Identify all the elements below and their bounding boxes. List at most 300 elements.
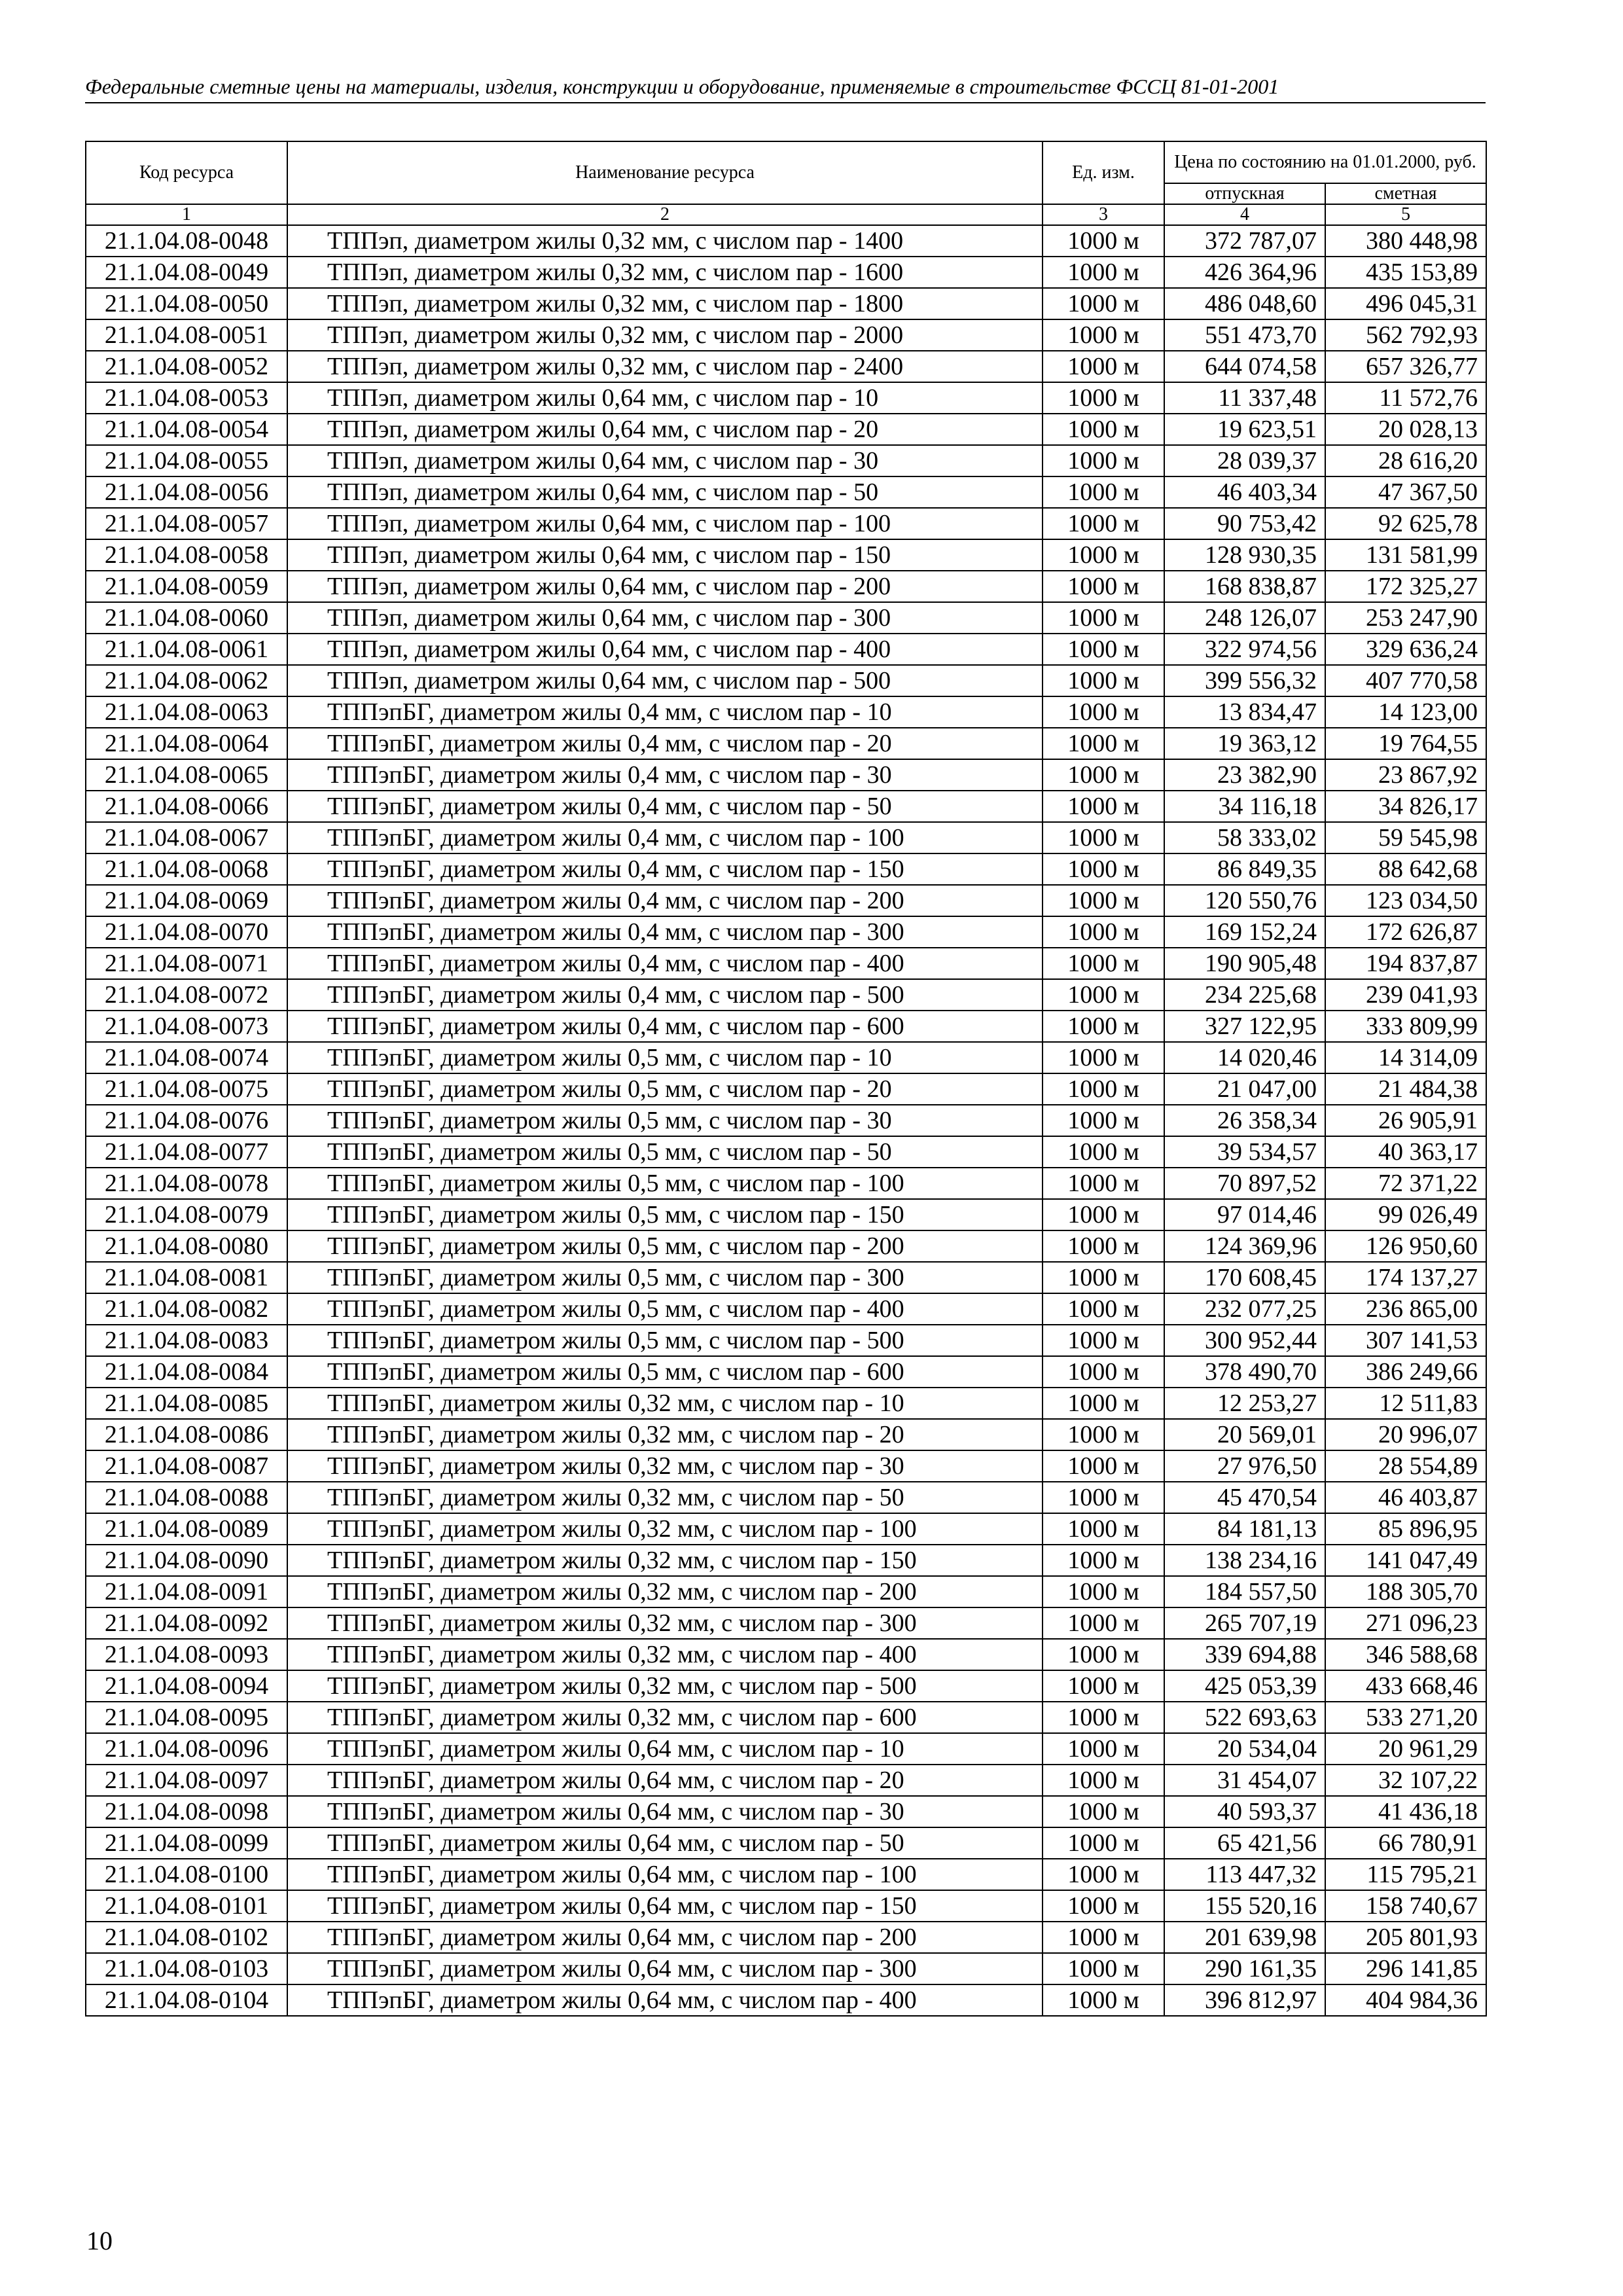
cell-release-price: 120 550,76 <box>1164 885 1325 916</box>
cell-name: ТППэпБГ, диаметром жилы 0,4 мм, с числом пар - 150 <box>287 853 1043 885</box>
cell-code: 21.1.04.08-0051 <box>86 319 287 351</box>
cell-code: 21.1.04.08-0054 <box>86 414 287 445</box>
cell-estimate-price: 172 325,27 <box>1325 571 1486 602</box>
cell-release-price: 12 253,27 <box>1164 1388 1325 1419</box>
cell-code: 21.1.04.08-0100 <box>86 1859 287 1890</box>
cell-name: ТППэпБГ, диаметром жилы 0,4 мм, с числом пар - 10 <box>287 696 1043 728</box>
cell-unit: 1000 м <box>1043 1765 1164 1796</box>
table-row <box>86 1702 1486 1733</box>
cell-unit: 1000 м <box>1043 1230 1164 1262</box>
cell-code: 21.1.04.08-0098 <box>86 1796 287 1827</box>
cell-unit: 1000 м <box>1043 1796 1164 1827</box>
cell-name: ТППэпБГ, диаметром жилы 0,5 мм, с числом пар - 150 <box>287 1199 1043 1230</box>
cell-code: 21.1.04.08-0087 <box>86 1450 287 1482</box>
cell-name: ТППэпБГ, диаметром жилы 0,64 мм, с числом пар - 400 <box>287 1984 1043 2016</box>
cell-unit: 1000 м <box>1043 1702 1164 1733</box>
table-row <box>86 414 1486 445</box>
cell-release-price: 70 897,52 <box>1164 1168 1325 1199</box>
table-row <box>86 1545 1486 1576</box>
cell-code: 21.1.04.08-0072 <box>86 979 287 1011</box>
cell-estimate-price: 72 371,22 <box>1325 1168 1486 1199</box>
cell-release-price: 486 048,60 <box>1164 288 1325 319</box>
cell-estimate-price: 88 642,68 <box>1325 853 1486 885</box>
cell-code: 21.1.04.08-0067 <box>86 822 287 853</box>
cell-unit: 1000 м <box>1043 225 1164 257</box>
cell-name: ТППэпБГ, диаметром жилы 0,64 мм, с числом пар - 300 <box>287 1953 1043 1984</box>
cell-release-price: 184 557,50 <box>1164 1576 1325 1607</box>
running-header: Федеральные сметные цены на материалы, изделия, конструкции и оборудование, применяемые в строительстве ФССЦ 81-01-2001 <box>85 73 1486 103</box>
cell-unit: 1000 м <box>1043 1984 1164 2016</box>
cell-estimate-price: 307 141,53 <box>1325 1325 1486 1356</box>
cell-code: 21.1.04.08-0057 <box>86 508 287 539</box>
cell-estimate-price: 271 096,23 <box>1325 1607 1486 1639</box>
cell-name: ТППэп, диаметром жилы 0,32 мм, с числом пар - 1600 <box>287 257 1043 288</box>
cell-release-price: 378 490,70 <box>1164 1356 1325 1388</box>
cell-estimate-price: 14 314,09 <box>1325 1042 1486 1073</box>
cell-release-price: 86 849,35 <box>1164 853 1325 885</box>
cell-name: ТППэп, диаметром жилы 0,64 мм, с числом пар - 10 <box>287 382 1043 414</box>
cell-name: ТППэпБГ, диаметром жилы 0,4 мм, с числом пар - 300 <box>287 916 1043 948</box>
cell-release-price: 232 077,25 <box>1164 1293 1325 1325</box>
cell-release-price: 201 639,98 <box>1164 1922 1325 1953</box>
cell-name: ТППэпБГ, диаметром жилы 0,4 мм, с числом пар - 30 <box>287 759 1043 791</box>
cell-unit: 1000 м <box>1043 1450 1164 1482</box>
cell-release-price: 265 707,19 <box>1164 1607 1325 1639</box>
cell-code: 21.1.04.08-0062 <box>86 665 287 696</box>
table-row <box>86 791 1486 822</box>
cell-estimate-price: 59 545,98 <box>1325 822 1486 853</box>
cell-code: 21.1.04.08-0089 <box>86 1513 287 1545</box>
cell-release-price: 23 382,90 <box>1164 759 1325 791</box>
cell-estimate-price: 172 626,87 <box>1325 916 1486 948</box>
cell-estimate-price: 40 363,17 <box>1325 1136 1486 1168</box>
cell-unit: 1000 м <box>1043 1199 1164 1230</box>
table-row <box>86 1765 1486 1796</box>
cell-estimate-price: 407 770,58 <box>1325 665 1486 696</box>
cell-name: ТППэпБГ, диаметром жилы 0,64 мм, с числом пар - 20 <box>287 1765 1043 1796</box>
table-row <box>86 1136 1486 1168</box>
table-row <box>86 1733 1486 1765</box>
cell-estimate-price: 28 616,20 <box>1325 445 1486 476</box>
table-row <box>86 1105 1486 1136</box>
cell-unit: 1000 м <box>1043 1639 1164 1670</box>
cell-code: 21.1.04.08-0059 <box>86 571 287 602</box>
cell-estimate-price: 21 484,38 <box>1325 1073 1486 1105</box>
header-release-price: отпускная <box>1164 183 1325 204</box>
cell-release-price: 58 333,02 <box>1164 822 1325 853</box>
cell-unit: 1000 м <box>1043 539 1164 571</box>
cell-estimate-price: 20 961,29 <box>1325 1733 1486 1765</box>
cell-unit: 1000 м <box>1043 1073 1164 1105</box>
table-row <box>86 1576 1486 1607</box>
cell-code: 21.1.04.08-0101 <box>86 1890 287 1922</box>
table-row <box>86 1262 1486 1293</box>
table-row <box>86 1513 1486 1545</box>
cell-release-price: 40 593,37 <box>1164 1796 1325 1827</box>
table-row <box>86 728 1486 759</box>
table-row <box>86 1230 1486 1262</box>
cell-code: 21.1.04.08-0048 <box>86 225 287 257</box>
cell-estimate-price: 34 826,17 <box>1325 791 1486 822</box>
table-row <box>86 853 1486 885</box>
cell-unit: 1000 м <box>1043 1482 1164 1513</box>
table-row <box>86 1953 1486 1984</box>
cell-estimate-price: 19 764,55 <box>1325 728 1486 759</box>
cell-code: 21.1.04.08-0079 <box>86 1199 287 1230</box>
cell-name: ТППэпБГ, диаметром жилы 0,5 мм, с числом пар - 200 <box>287 1230 1043 1262</box>
cell-release-price: 27 976,50 <box>1164 1450 1325 1482</box>
cell-name: ТППэп, диаметром жилы 0,32 мм, с числом пар - 2400 <box>287 351 1043 382</box>
cell-name: ТППэпБГ, диаметром жилы 0,32 мм, с числом пар - 10 <box>287 1388 1043 1419</box>
cell-estimate-price: 188 305,70 <box>1325 1576 1486 1607</box>
column-number: 1 <box>86 204 287 225</box>
cell-unit: 1000 м <box>1043 1419 1164 1450</box>
table-row <box>86 382 1486 414</box>
cell-code: 21.1.04.08-0093 <box>86 1639 287 1670</box>
cell-unit: 1000 м <box>1043 1136 1164 1168</box>
cell-code: 21.1.04.08-0090 <box>86 1545 287 1576</box>
page-number: 10 <box>86 2226 113 2255</box>
cell-release-price: 155 520,16 <box>1164 1890 1325 1922</box>
cell-unit: 1000 м <box>1043 414 1164 445</box>
cell-name: ТППэпБГ, диаметром жилы 0,64 мм, с числом пар - 200 <box>287 1922 1043 1953</box>
cell-estimate-price: 20 996,07 <box>1325 1419 1486 1450</box>
header-name: Наименование ресурса <box>287 141 1043 204</box>
cell-name: ТППэпБГ, диаметром жилы 0,32 мм, с числом пар - 20 <box>287 1419 1043 1450</box>
cell-release-price: 128 930,35 <box>1164 539 1325 571</box>
cell-release-price: 372 787,07 <box>1164 225 1325 257</box>
cell-unit: 1000 м <box>1043 1953 1164 1984</box>
cell-name: ТППэп, диаметром жилы 0,64 мм, с числом пар - 500 <box>287 665 1043 696</box>
cell-name: ТППэпБГ, диаметром жилы 0,32 мм, с числом пар - 100 <box>287 1513 1043 1545</box>
cell-unit: 1000 м <box>1043 1545 1164 1576</box>
cell-name: ТППэп, диаметром жилы 0,64 мм, с числом пар - 400 <box>287 634 1043 665</box>
table-row <box>86 1450 1486 1482</box>
cell-unit: 1000 м <box>1043 1293 1164 1325</box>
table-row <box>86 1796 1486 1827</box>
cell-estimate-price: 20 028,13 <box>1325 414 1486 445</box>
cell-name: ТППэп, диаметром жилы 0,32 мм, с числом пар - 1400 <box>287 225 1043 257</box>
cell-estimate-price: 14 123,00 <box>1325 696 1486 728</box>
cell-code: 21.1.04.08-0056 <box>86 476 287 508</box>
table-row <box>86 665 1486 696</box>
cell-release-price: 234 225,68 <box>1164 979 1325 1011</box>
cell-code: 21.1.04.08-0083 <box>86 1325 287 1356</box>
cell-code: 21.1.04.08-0068 <box>86 853 287 885</box>
cell-release-price: 31 454,07 <box>1164 1765 1325 1796</box>
table-row <box>86 539 1486 571</box>
cell-estimate-price: 346 588,68 <box>1325 1639 1486 1670</box>
cell-release-price: 97 014,46 <box>1164 1199 1325 1230</box>
cell-release-price: 21 047,00 <box>1164 1073 1325 1105</box>
cell-code: 21.1.04.08-0077 <box>86 1136 287 1168</box>
cell-release-price: 124 369,96 <box>1164 1230 1325 1262</box>
cell-name: ТППэпБГ, диаметром жилы 0,5 мм, с числом пар - 10 <box>287 1042 1043 1073</box>
cell-estimate-price: 236 865,00 <box>1325 1293 1486 1325</box>
cell-unit: 1000 м <box>1043 571 1164 602</box>
cell-code: 21.1.04.08-0102 <box>86 1922 287 1953</box>
cell-release-price: 327 122,95 <box>1164 1011 1325 1042</box>
cell-unit: 1000 м <box>1043 916 1164 948</box>
table-row <box>86 1073 1486 1105</box>
header-estimate-price: сметная <box>1325 183 1486 204</box>
table-row <box>86 948 1486 979</box>
cell-name: ТППэпБГ, диаметром жилы 0,32 мм, с числом пар - 300 <box>287 1607 1043 1639</box>
cell-name: ТППэпБГ, диаметром жилы 0,5 мм, с числом пар - 50 <box>287 1136 1043 1168</box>
cell-release-price: 426 364,96 <box>1164 257 1325 288</box>
cell-code: 21.1.04.08-0050 <box>86 288 287 319</box>
table-row <box>86 979 1486 1011</box>
cell-name: ТППэпБГ, диаметром жилы 0,64 мм, с числом пар - 30 <box>287 1796 1043 1827</box>
cell-code: 21.1.04.08-0073 <box>86 1011 287 1042</box>
cell-unit: 1000 м <box>1043 1670 1164 1702</box>
cell-release-price: 644 074,58 <box>1164 351 1325 382</box>
column-number: 5 <box>1325 204 1486 225</box>
cell-estimate-price: 47 367,50 <box>1325 476 1486 508</box>
table-row <box>86 1639 1486 1670</box>
cell-code: 21.1.04.08-0052 <box>86 351 287 382</box>
cell-name: ТППэпБГ, диаметром жилы 0,5 мм, с числом пар - 20 <box>287 1073 1043 1105</box>
header-code: Код ресурса <box>86 141 287 204</box>
cell-code: 21.1.04.08-0063 <box>86 696 287 728</box>
cell-name: ТППэп, диаметром жилы 0,64 мм, с числом пар - 30 <box>287 445 1043 476</box>
cell-release-price: 34 116,18 <box>1164 791 1325 822</box>
cell-estimate-price: 174 137,27 <box>1325 1262 1486 1293</box>
cell-code: 21.1.04.08-0096 <box>86 1733 287 1765</box>
cell-code: 21.1.04.08-0091 <box>86 1576 287 1607</box>
table-row <box>86 885 1486 916</box>
cell-release-price: 425 053,39 <box>1164 1670 1325 1702</box>
cell-estimate-price: 92 625,78 <box>1325 508 1486 539</box>
table-row <box>86 288 1486 319</box>
table-row <box>86 1859 1486 1890</box>
cell-name: ТППэпБГ, диаметром жилы 0,5 мм, с числом пар - 500 <box>287 1325 1043 1356</box>
cell-release-price: 28 039,37 <box>1164 445 1325 476</box>
cell-release-price: 26 358,34 <box>1164 1105 1325 1136</box>
cell-estimate-price: 11 572,76 <box>1325 382 1486 414</box>
cell-name: ТППэп, диаметром жилы 0,64 мм, с числом пар - 150 <box>287 539 1043 571</box>
table-row <box>86 1482 1486 1513</box>
table-row <box>86 1984 1486 2016</box>
cell-release-price: 19 623,51 <box>1164 414 1325 445</box>
cell-name: ТППэпБГ, диаметром жилы 0,32 мм, с числом пар - 30 <box>287 1450 1043 1482</box>
cell-name: ТППэпБГ, диаметром жилы 0,32 мм, с числом пар - 600 <box>287 1702 1043 1733</box>
cell-code: 21.1.04.08-0065 <box>86 759 287 791</box>
cell-code: 21.1.04.08-0074 <box>86 1042 287 1073</box>
cell-estimate-price: 46 403,87 <box>1325 1482 1486 1513</box>
cell-release-price: 138 234,16 <box>1164 1545 1325 1576</box>
cell-code: 21.1.04.08-0053 <box>86 382 287 414</box>
cell-release-price: 90 753,42 <box>1164 508 1325 539</box>
cell-release-price: 169 152,24 <box>1164 916 1325 948</box>
table-row <box>86 257 1486 288</box>
cell-unit: 1000 м <box>1043 1607 1164 1639</box>
cell-unit: 1000 м <box>1043 948 1164 979</box>
cell-unit: 1000 м <box>1043 1859 1164 1890</box>
cell-name: ТППэпБГ, диаметром жилы 0,32 мм, с числом пар - 50 <box>287 1482 1043 1513</box>
table-row <box>86 225 1486 257</box>
cell-code: 21.1.04.08-0061 <box>86 634 287 665</box>
cell-estimate-price: 12 511,83 <box>1325 1388 1486 1419</box>
cell-unit: 1000 м <box>1043 1576 1164 1607</box>
cell-unit: 1000 м <box>1043 351 1164 382</box>
cell-estimate-price: 32 107,22 <box>1325 1765 1486 1796</box>
cell-estimate-price: 404 984,36 <box>1325 1984 1486 2016</box>
table-row <box>86 1607 1486 1639</box>
cell-code: 21.1.04.08-0099 <box>86 1827 287 1859</box>
cell-release-price: 14 020,46 <box>1164 1042 1325 1073</box>
cell-name: ТППэп, диаметром жилы 0,64 мм, с числом пар - 100 <box>287 508 1043 539</box>
cell-release-price: 190 905,48 <box>1164 948 1325 979</box>
cell-release-price: 396 812,97 <box>1164 1984 1325 2016</box>
cell-name: ТППэпБГ, диаметром жилы 0,32 мм, с числом пар - 150 <box>287 1545 1043 1576</box>
cell-name: ТППэпБГ, диаметром жилы 0,4 мм, с числом пар - 200 <box>287 885 1043 916</box>
cell-unit: 1000 м <box>1043 288 1164 319</box>
cell-unit: 1000 м <box>1043 1325 1164 1356</box>
cell-estimate-price: 657 326,77 <box>1325 351 1486 382</box>
cell-release-price: 290 161,35 <box>1164 1953 1325 1984</box>
cell-estimate-price: 533 271,20 <box>1325 1702 1486 1733</box>
cell-release-price: 13 834,47 <box>1164 696 1325 728</box>
cell-unit: 1000 м <box>1043 822 1164 853</box>
cell-name: ТППэп, диаметром жилы 0,64 мм, с числом пар - 50 <box>287 476 1043 508</box>
cell-name: ТППэп, диаметром жилы 0,64 мм, с числом пар - 300 <box>287 602 1043 634</box>
cell-release-price: 551 473,70 <box>1164 319 1325 351</box>
cell-code: 21.1.04.08-0076 <box>86 1105 287 1136</box>
cell-unit: 1000 м <box>1043 257 1164 288</box>
table-row <box>86 1922 1486 1953</box>
cell-estimate-price: 126 950,60 <box>1325 1230 1486 1262</box>
cell-estimate-price: 26 905,91 <box>1325 1105 1486 1136</box>
table-row <box>86 319 1486 351</box>
cell-code: 21.1.04.08-0082 <box>86 1293 287 1325</box>
table-row <box>86 696 1486 728</box>
cell-name: ТППэпБГ, диаметром жилы 0,4 мм, с числом пар - 500 <box>287 979 1043 1011</box>
table-row <box>86 822 1486 853</box>
table-row <box>86 1827 1486 1859</box>
cell-estimate-price: 28 554,89 <box>1325 1450 1486 1482</box>
cell-name: ТППэп, диаметром жилы 0,32 мм, с числом пар - 1800 <box>287 288 1043 319</box>
table-row <box>86 351 1486 382</box>
cell-code: 21.1.04.08-0084 <box>86 1356 287 1388</box>
cell-estimate-price: 66 780,91 <box>1325 1827 1486 1859</box>
cell-unit: 1000 м <box>1043 979 1164 1011</box>
cell-release-price: 46 403,34 <box>1164 476 1325 508</box>
cell-estimate-price: 386 249,66 <box>1325 1356 1486 1388</box>
cell-code: 21.1.04.08-0071 <box>86 948 287 979</box>
cell-code: 21.1.04.08-0064 <box>86 728 287 759</box>
cell-release-price: 113 447,32 <box>1164 1859 1325 1890</box>
cell-name: ТППэпБГ, диаметром жилы 0,4 мм, с числом пар - 600 <box>287 1011 1043 1042</box>
cell-estimate-price: 123 034,50 <box>1325 885 1486 916</box>
table-row <box>86 1011 1486 1042</box>
cell-unit: 1000 м <box>1043 665 1164 696</box>
cell-estimate-price: 99 026,49 <box>1325 1199 1486 1230</box>
cell-unit: 1000 м <box>1043 1262 1164 1293</box>
table-body <box>86 225 1486 2016</box>
table-row <box>86 508 1486 539</box>
cell-estimate-price: 562 792,93 <box>1325 319 1486 351</box>
cell-name: ТППэп, диаметром жилы 0,32 мм, с числом пар - 2000 <box>287 319 1043 351</box>
cell-unit: 1000 м <box>1043 759 1164 791</box>
cell-unit: 1000 м <box>1043 508 1164 539</box>
cell-code: 21.1.04.08-0070 <box>86 916 287 948</box>
cell-release-price: 248 126,07 <box>1164 602 1325 634</box>
cell-name: ТППэпБГ, диаметром жилы 0,5 мм, с числом пар - 400 <box>287 1293 1043 1325</box>
cell-code: 21.1.04.08-0104 <box>86 1984 287 2016</box>
cell-code: 21.1.04.08-0103 <box>86 1953 287 1984</box>
cell-code: 21.1.04.08-0092 <box>86 1607 287 1639</box>
cell-name: ТППэпБГ, диаметром жилы 0,5 мм, с числом пар - 100 <box>287 1168 1043 1199</box>
cell-unit: 1000 м <box>1043 1827 1164 1859</box>
cell-code: 21.1.04.08-0094 <box>86 1670 287 1702</box>
cell-estimate-price: 85 896,95 <box>1325 1513 1486 1545</box>
cell-name: ТППэп, диаметром жилы 0,64 мм, с числом пар - 20 <box>287 414 1043 445</box>
cell-release-price: 20 569,01 <box>1164 1419 1325 1450</box>
table-row <box>86 1388 1486 1419</box>
table-row <box>86 1293 1486 1325</box>
cell-name: ТППэпБГ, диаметром жилы 0,64 мм, с числом пар - 150 <box>287 1890 1043 1922</box>
cell-release-price: 322 974,56 <box>1164 634 1325 665</box>
table-row <box>86 476 1486 508</box>
cell-estimate-price: 435 153,89 <box>1325 257 1486 288</box>
cell-estimate-price: 205 801,93 <box>1325 1922 1486 1953</box>
cell-release-price: 84 181,13 <box>1164 1513 1325 1545</box>
cell-code: 21.1.04.08-0086 <box>86 1419 287 1450</box>
cell-unit: 1000 м <box>1043 728 1164 759</box>
cell-unit: 1000 м <box>1043 1890 1164 1922</box>
cell-code: 21.1.04.08-0066 <box>86 791 287 822</box>
cell-name: ТППэпБГ, диаметром жилы 0,4 мм, с числом пар - 20 <box>287 728 1043 759</box>
cell-estimate-price: 329 636,24 <box>1325 634 1486 665</box>
table-row <box>86 1168 1486 1199</box>
cell-code: 21.1.04.08-0069 <box>86 885 287 916</box>
cell-release-price: 19 363,12 <box>1164 728 1325 759</box>
cell-estimate-price: 141 047,49 <box>1325 1545 1486 1576</box>
cell-release-price: 168 838,87 <box>1164 571 1325 602</box>
table-row <box>86 759 1486 791</box>
cell-release-price: 170 608,45 <box>1164 1262 1325 1293</box>
table-row <box>86 1890 1486 1922</box>
cell-code: 21.1.04.08-0095 <box>86 1702 287 1733</box>
cell-name: ТППэпБГ, диаметром жилы 0,64 мм, с числом пар - 10 <box>287 1733 1043 1765</box>
cell-code: 21.1.04.08-0078 <box>86 1168 287 1199</box>
cell-estimate-price: 23 867,92 <box>1325 759 1486 791</box>
cell-estimate-price: 296 141,85 <box>1325 1953 1486 1984</box>
cell-unit: 1000 м <box>1043 1733 1164 1765</box>
cell-code: 21.1.04.08-0097 <box>86 1765 287 1796</box>
price-table <box>85 141 1487 2017</box>
header-price-group: Цена по состоянию на 01.01.2000, руб. <box>1164 141 1486 183</box>
cell-unit: 1000 м <box>1043 476 1164 508</box>
cell-unit: 1000 м <box>1043 382 1164 414</box>
cell-release-price: 399 556,32 <box>1164 665 1325 696</box>
cell-code: 21.1.04.08-0075 <box>86 1073 287 1105</box>
cell-estimate-price: 115 795,21 <box>1325 1859 1486 1890</box>
table-row <box>86 1356 1486 1388</box>
cell-name: ТППэпБГ, диаметром жилы 0,4 мм, с числом пар - 100 <box>287 822 1043 853</box>
cell-name: ТППэпБГ, диаметром жилы 0,32 мм, с числом пар - 400 <box>287 1639 1043 1670</box>
table-row <box>86 1670 1486 1702</box>
column-number: 3 <box>1043 204 1164 225</box>
table-row <box>86 1419 1486 1450</box>
cell-release-price: 65 421,56 <box>1164 1827 1325 1859</box>
table-row <box>86 1325 1486 1356</box>
cell-name: ТППэп, диаметром жилы 0,64 мм, с числом пар - 200 <box>287 571 1043 602</box>
cell-unit: 1000 м <box>1043 319 1164 351</box>
cell-code: 21.1.04.08-0080 <box>86 1230 287 1262</box>
cell-name: ТППэпБГ, диаметром жилы 0,32 мм, с числом пар - 500 <box>287 1670 1043 1702</box>
